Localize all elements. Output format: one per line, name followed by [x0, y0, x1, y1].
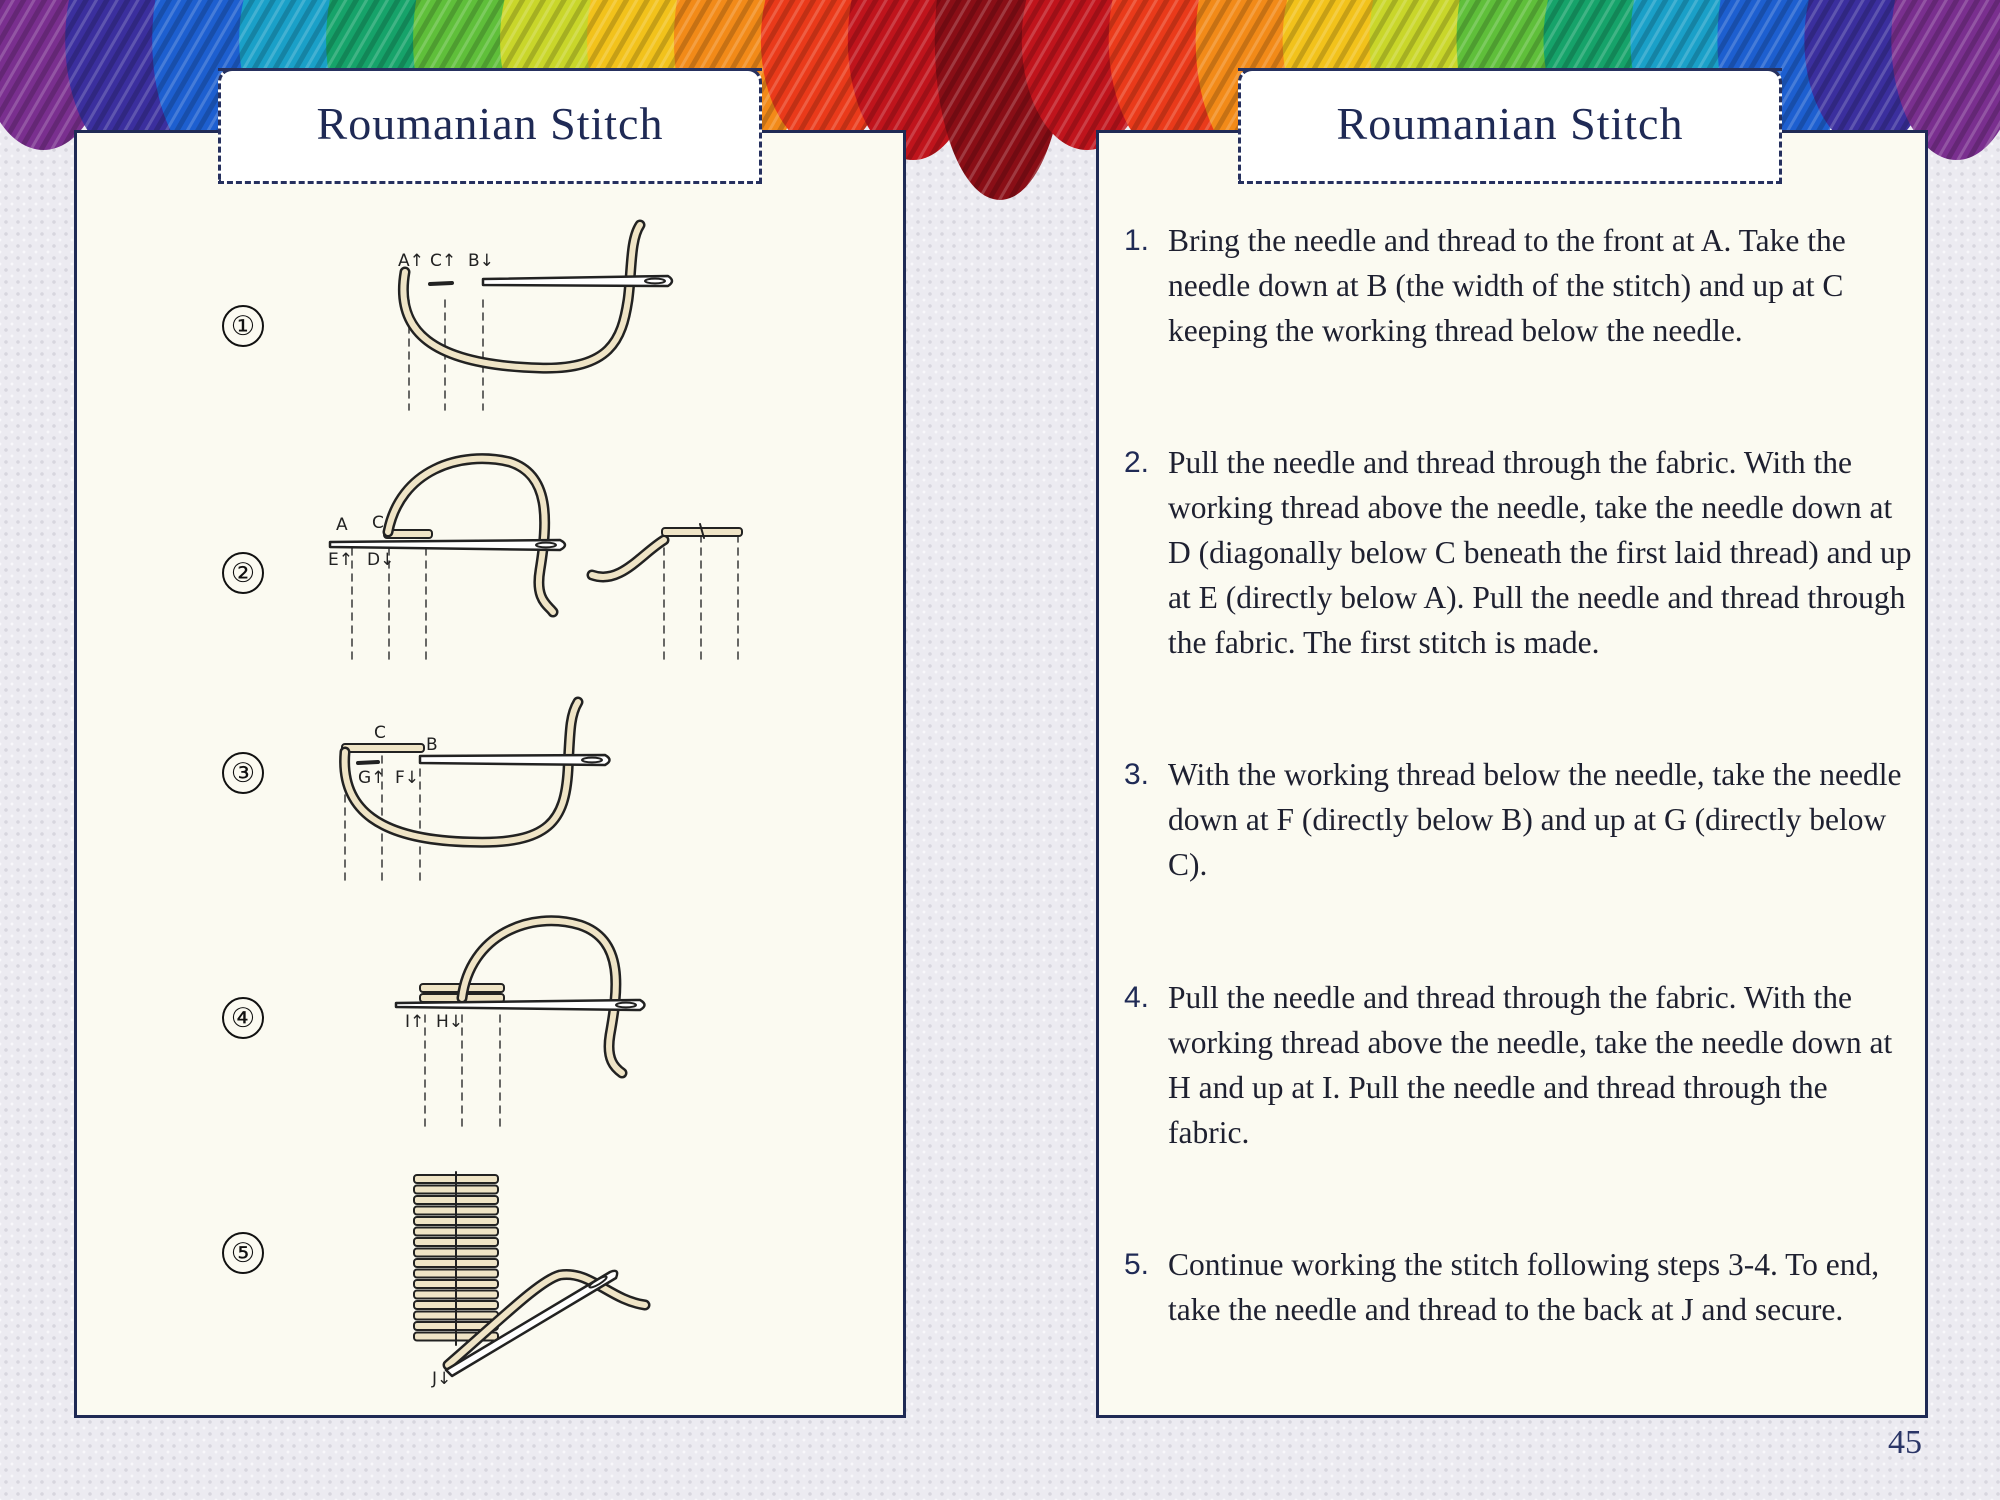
label-c: C: [372, 513, 384, 533]
step-number-1: ①: [222, 305, 264, 347]
label-i: I↑: [405, 1012, 425, 1032]
label-a: A↑: [398, 251, 424, 271]
needle: [483, 276, 672, 286]
label-j: J↓: [432, 1369, 452, 1389]
step-number-3: ③: [222, 752, 264, 794]
diagram-step-2: [328, 459, 742, 662]
label-b: B↓: [468, 251, 494, 271]
label-b: B: [426, 735, 438, 755]
instruction-step-1: [1124, 218, 1914, 353]
step-number: 2.: [1124, 446, 1150, 479]
instruction-step-2: [1124, 440, 1914, 665]
step-text: Bring the needle and thread to the front at A. Take the needle down at B (the width of the stitch) and up at C keeping the working thread below the needle.: [1168, 223, 1846, 348]
label-d: D↓: [367, 550, 395, 570]
step-text: Pull the needle and thread through the fabric. With the working thread above the needle, take the needle down at D (diagonally below C beneath the first laid thread) and up at E (directly below A). Pull the needle and thread through the fabric. The first stitch is made.: [1168, 445, 1912, 660]
page-number: 45: [1888, 1424, 1922, 1461]
step-number-5: ⑤: [222, 1232, 264, 1274]
label-c: C↑: [430, 251, 457, 271]
label-e: E↑: [328, 550, 353, 570]
diagram-step-5: [414, 1172, 645, 1389]
instruction-step-4: [1124, 975, 1914, 1155]
step-text: Pull the needle and thread through the fabric. With the working thread above the needle, take the needle down at H and up at I. Pull the needle and thread through the fabric.: [1168, 980, 1893, 1150]
instruction-step-5: [1124, 1242, 1914, 1332]
step-number-4: ④: [222, 997, 264, 1039]
step-number: 5.: [1124, 1248, 1150, 1281]
needle: [330, 540, 565, 550]
label-h: H↓: [436, 1012, 464, 1032]
step-number-2: ②: [222, 552, 264, 594]
diagram-step-3: [342, 702, 610, 880]
left-page-title: Roumanian Stitch: [218, 68, 762, 184]
label-c: C: [374, 723, 386, 743]
instruction-step-3: [1124, 752, 1914, 887]
step-text: Continue working the stitch following steps 3-4. To end, take the needle and thread to the back at J and secure.: [1168, 1247, 1880, 1327]
label-g: G↑: [358, 768, 386, 788]
label-f: F↓: [395, 768, 420, 788]
step-number: 3.: [1124, 758, 1150, 791]
label-a: A: [336, 515, 348, 535]
diagram-step-4: [396, 921, 645, 1128]
step-number: 4.: [1124, 981, 1150, 1014]
needle: [396, 1000, 645, 1010]
step-number: 1.: [1124, 224, 1150, 257]
step-text: With the working thread below the needle, take the needle down at F (directly below B) and up at G (directly below C).: [1168, 757, 1902, 882]
diagram-step-1: [398, 225, 672, 410]
right-page-title: Roumanian Stitch: [1238, 68, 1782, 184]
